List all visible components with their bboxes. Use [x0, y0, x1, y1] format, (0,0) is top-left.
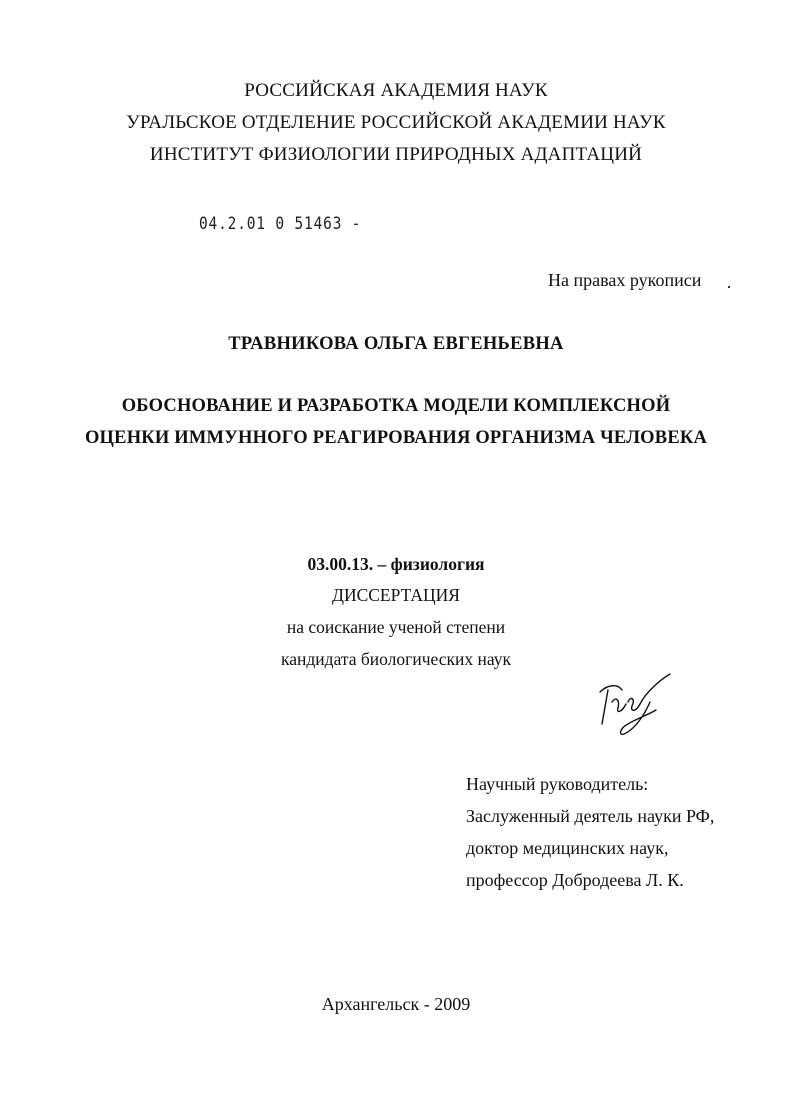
degree-line2: кандидата биологических наук [281, 649, 511, 669]
supervisor-name: профессор Добродеева Л. К. [466, 870, 684, 890]
dissertation-title-line1: ОБОСНОВАНИЕ И РАЗРАБОТКА МОДЕЛИ КОМПЛЕКСНОЙ [121, 396, 671, 416]
supervisor-title1: Заслуженный деятель науки РФ, [466, 806, 715, 826]
rights-note: На правах рукописи [548, 270, 702, 290]
branch-name: УРАЛЬСКОЕ ОТДЕЛЕНИЕ РОССИЙСКОЙ АКАДЕМИИ НАУК [126, 112, 666, 133]
supervisor-title2: доктор медицинских наук, [466, 838, 669, 858]
supervisor-label: Научный руководитель: [466, 774, 649, 794]
handwritten-signature [594, 672, 678, 738]
institute-name: ИНСТИТУТ ФИЗИОЛОГИИ ПРИРОДНЫХ АДАПТАЦИЙ [149, 144, 643, 165]
city-year: Архангельск - 2009 [321, 994, 471, 1014]
specialty-code: 03.00.13. – физиология [307, 554, 485, 574]
degree-line1: на соискание ученой степени [286, 617, 506, 637]
stray-mark [728, 286, 730, 288]
dissertation-title-line2: ОЦЕНКИ ИММУННОГО РЕАГИРОВАНИЯ ОРГАНИЗМА ЧЕЛОВЕКА [84, 428, 708, 448]
author-name: ТРАВНИКОВА ОЛЬГА ЕВГЕНЬЕВНА [228, 334, 564, 354]
document-type: ДИССЕРТАЦИЯ [332, 585, 460, 605]
academy-name: РОССИЙСКАЯ АКАДЕМИЯ НАУК [244, 80, 548, 101]
registration-stamp: 04.2.01 0 51463 - [199, 214, 362, 234]
